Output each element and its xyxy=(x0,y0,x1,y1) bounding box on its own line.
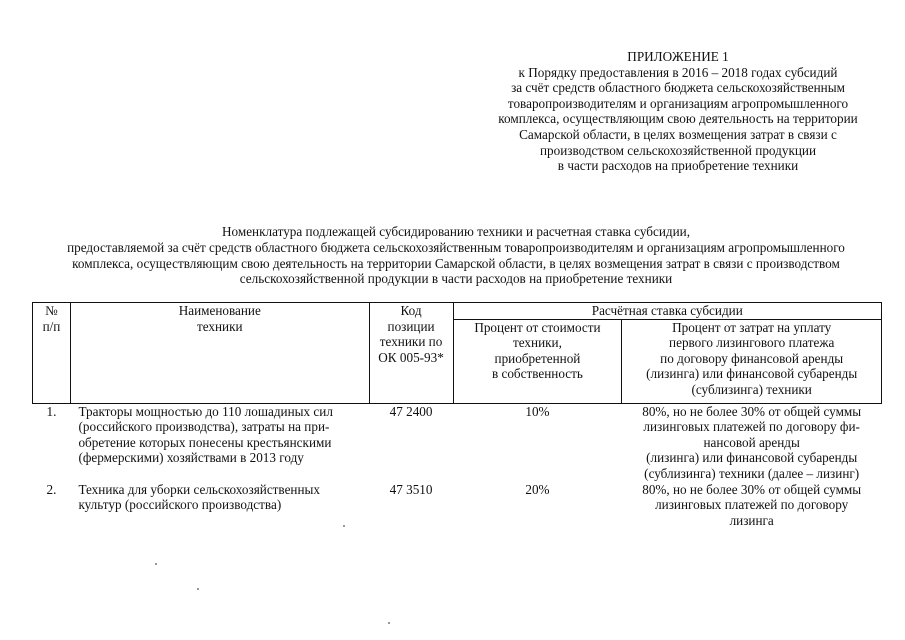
table-row xyxy=(33,482,882,529)
appendix-line: Самарской области, в целях возмещения затрат в связи с xyxy=(519,126,837,142)
scan-speck xyxy=(155,563,157,565)
row-name: Техника для уборки сельскохозяйственных культур (российского производства) xyxy=(78,481,321,513)
appendix-line: за счёт средств областного бюджета сельскохозяйственным xyxy=(511,80,845,96)
subsidy-table xyxy=(32,302,882,528)
row-percent-lease: 80%, но не более 30% от общей суммы лизинговых платежей по договору фи- нансовой аренды (лизинга) или финансовой субаренды (сублизинга) техники (далее – лизинг) xyxy=(642,403,862,481)
row-num: 1. xyxy=(46,403,57,419)
row-percent-own: 20% xyxy=(525,481,550,497)
scan-speck xyxy=(343,525,345,527)
document-title xyxy=(20,224,892,287)
appendix-line: к Порядку предоставления в 2016 – 2018 годах субсидий xyxy=(518,64,838,80)
row-percent-own: 10% xyxy=(525,403,550,419)
title-line: комплекса, осуществляющим свою деятельность на территории Самарской области, в целях возмещения затрат в связи с производством xyxy=(72,255,840,271)
header-name: Наименование техники xyxy=(70,303,369,404)
row-code: 47 2400 xyxy=(389,403,433,419)
appendix-header xyxy=(478,49,878,174)
table-row xyxy=(33,403,882,481)
title-line: сельскохозяйственной продукции в части расходов на приобретение техники xyxy=(239,271,673,287)
header-num: № п/п xyxy=(33,303,71,404)
header-code: Код позиции техники по ОК 005-93* xyxy=(369,303,453,404)
row-name: Тракторы мощностью до 110 лошадиных сил (российского производства), затраты на при- обретение которых понесены крестьянскими (фермерскими) хозяйствами в 2013 году xyxy=(78,403,333,466)
row-percent-lease: 80%, но не более 30% от общей суммы лизинговых платежей по договору лизинга xyxy=(642,481,862,528)
header-percent-lease: Процент от затрат на уплату первого лизингового платежа по договору финансовой аренды (лизинга) или финансовой субаренды (сублизинга) техники xyxy=(622,319,882,403)
title-line: предоставляемой за счёт средств областного бюджета сельскохозяйственным товаропроизводителям и организациям агропромышленного xyxy=(67,239,845,255)
title-line: Номенклатура подлежащей субсидированию техники и расчетная ставка субсидии, xyxy=(221,224,690,239)
appendix-line: производством сельскохозяйственной продукции xyxy=(539,142,817,158)
row-num: 2. xyxy=(46,481,57,497)
appendix-line: в части расходов на приобретение техники xyxy=(557,158,799,174)
appendix-line: товаропроизводителям и организациям агропромышленного xyxy=(507,95,849,111)
appendix-line: комплекса, осуществляющим свою деятельность на территории xyxy=(498,111,858,127)
row-code: 47 3510 xyxy=(389,481,433,497)
scan-speck xyxy=(388,622,390,624)
scan-speck xyxy=(197,588,199,590)
header-percent-own: Процент от стоимости техники, приобретенной в собственность xyxy=(453,319,622,403)
appendix-line: ПРИЛОЖЕНИЕ 1 xyxy=(627,49,729,64)
header-rate: Расчётная ставка субсидии xyxy=(453,303,881,320)
